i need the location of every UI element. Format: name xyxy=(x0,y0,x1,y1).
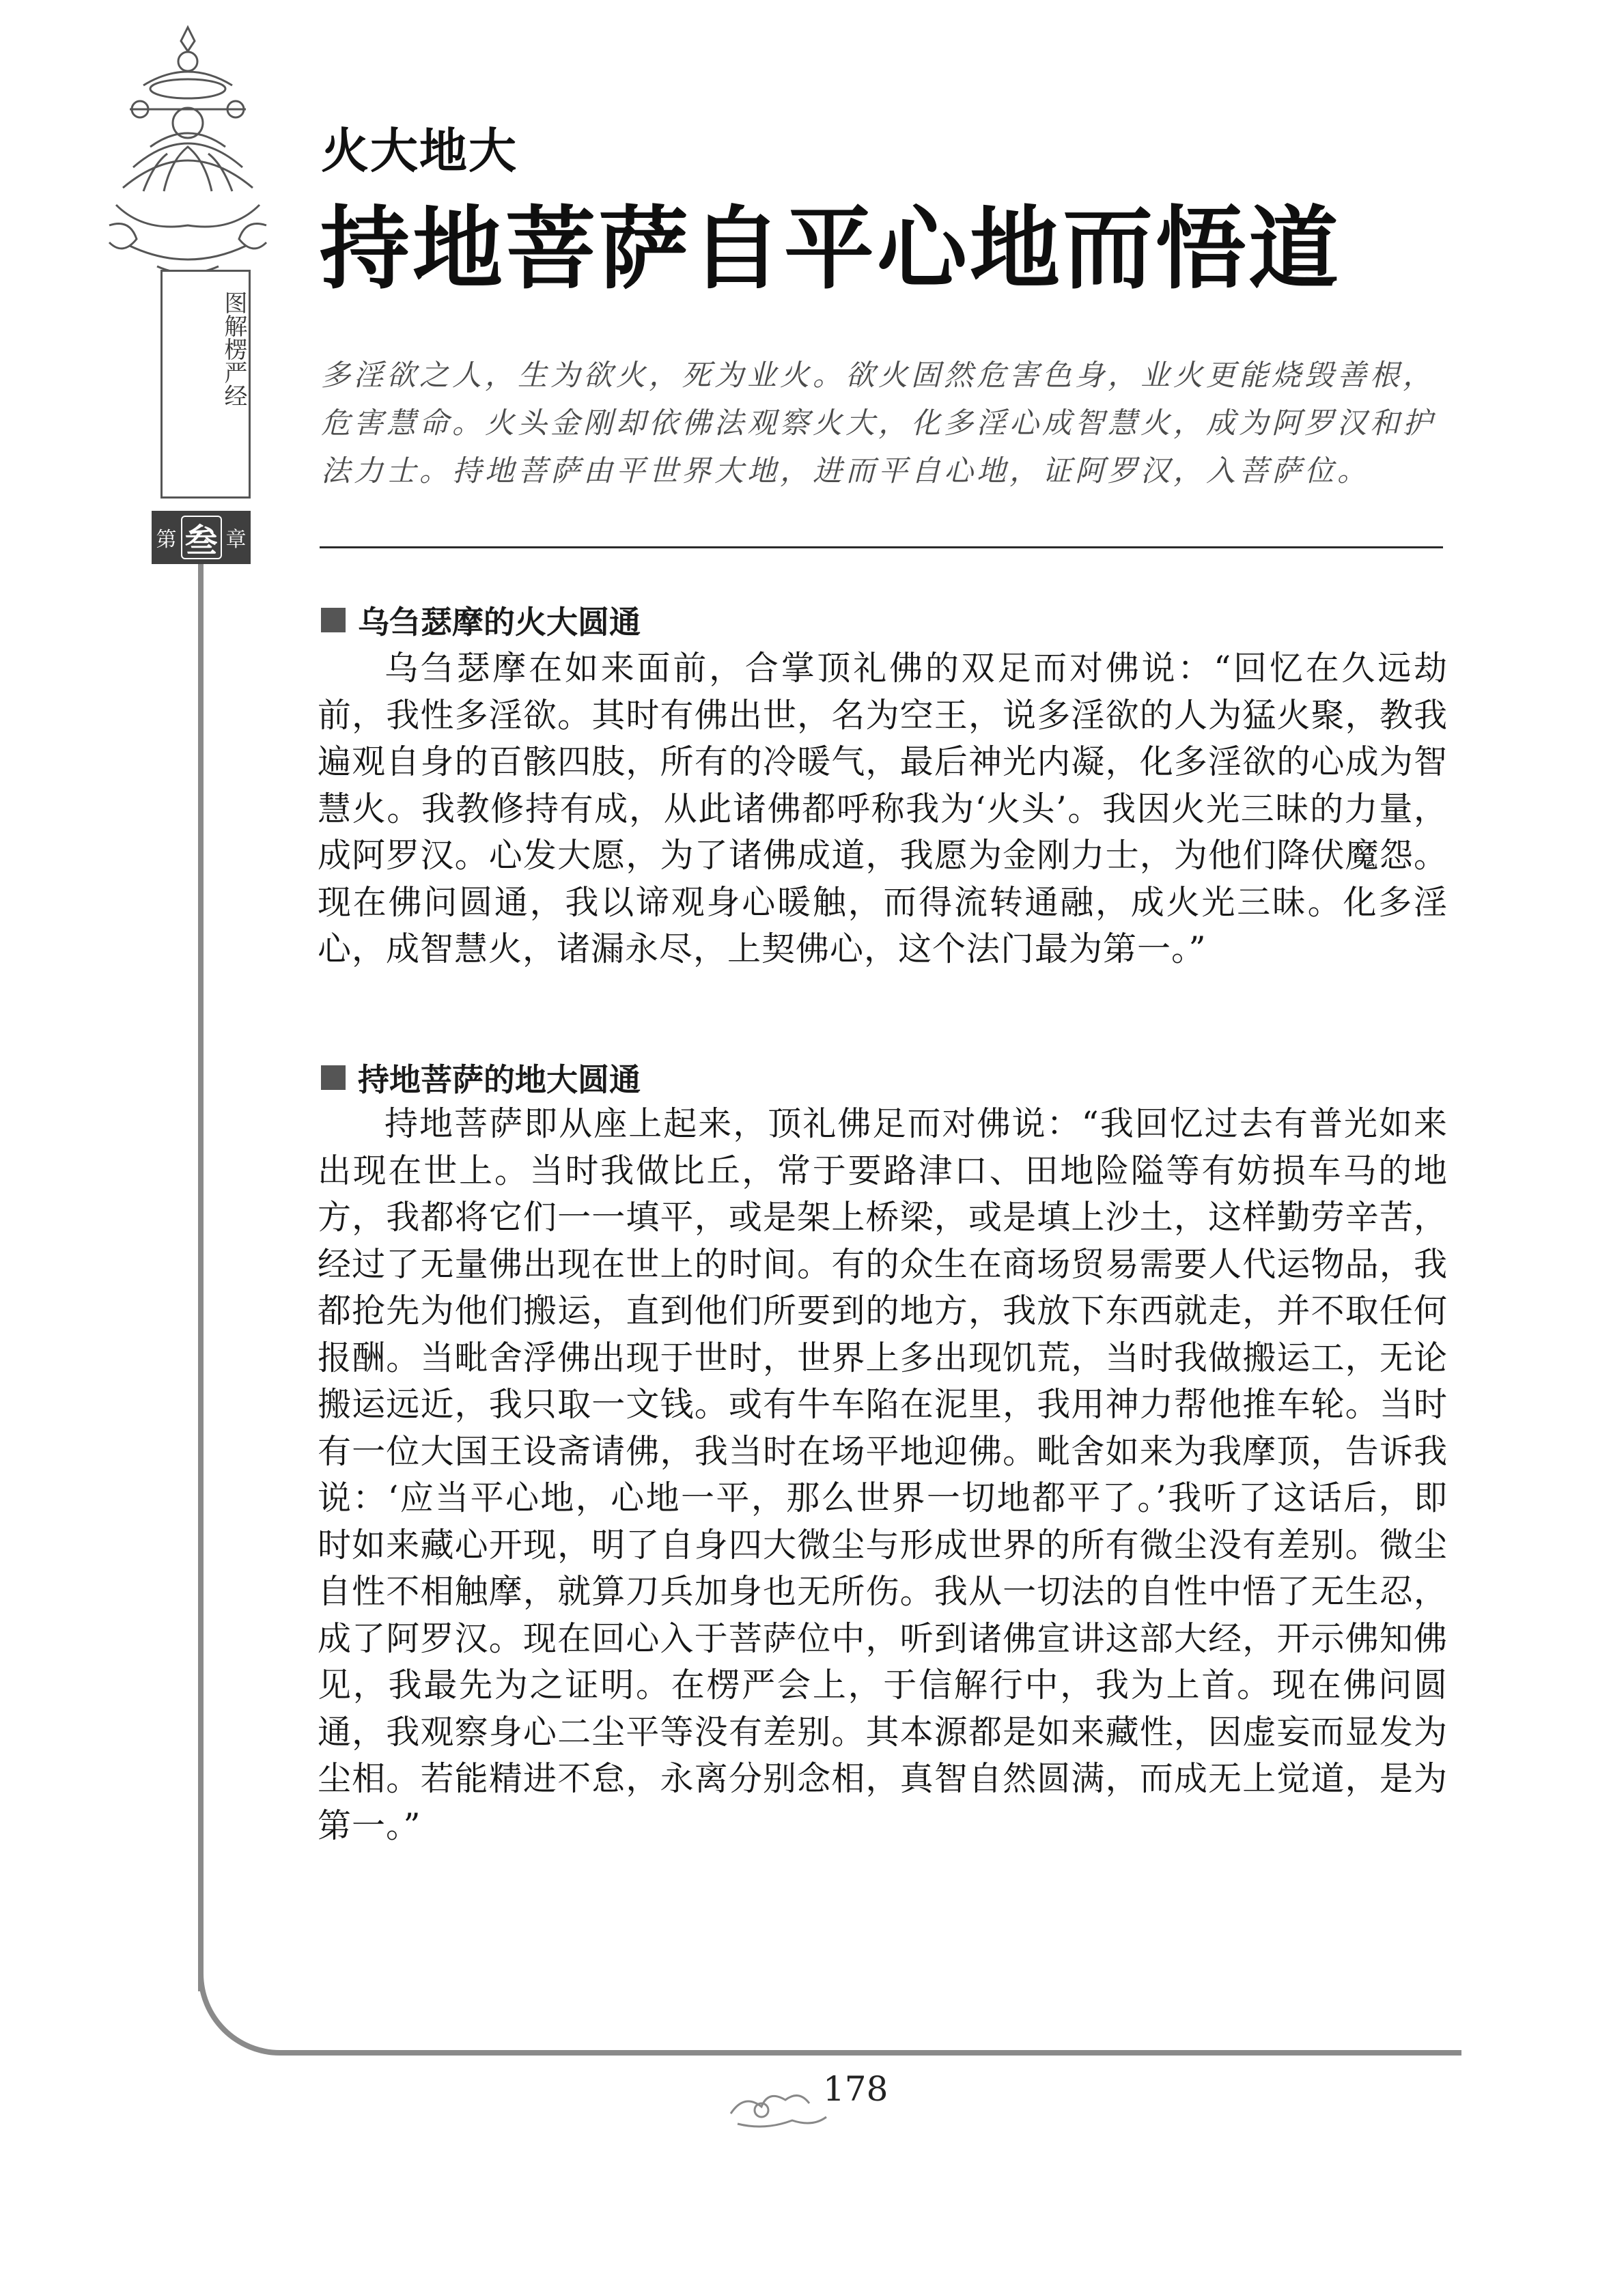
section-heading xyxy=(321,598,641,643)
section-body: 持地菩萨即从座上起来，顶礼佛足而对佛说：“我回忆过去有普光如来出现在世上。当时我做比丘，常于要路津口、田地险隘等有妨损车马的地方，我都将它们一一填平，或是架上桥梁，或是填上沙土，这样勤劳辛苦，经过了无量佛出现在世上的时间。有的众生在商场贸易需要人代运物品，我都抢先为他们搬运，直到他们所要到的地方，我放下东西就走，并不取任何报酬。当毗舍浮佛出现于世时，世界上多出现饥荒，当时我做搬运工，无论搬运远近，我只取一文钱。或有牛车陷在泥里，我用神力帮他推车轮。当时有一位大国王设斋请佛，我当时在场平地迎佛。毗舍如来为我摩顶，告诉我说：‘应当平心地，心地一平，那么世界一切地都平了。’我听了这话后，即时如来藏心开现，明了自身四大微尘与形成世界的所有微尘没有差别。微尘自性不相触摩，就算刀兵加身也无所伤。我从一切法的自性中悟了无生忍，成了阿罗汉。现在回心入于菩萨位中，听到诸佛宣讲这部大经，开示佛知佛见，我最先为之证明。在楞严会上，于信解行中，我为上首。现在佛问圆通，我观察身心二尘平等没有差别。其本源都是如来藏性，因虚妄而显发为尘相。若能精进不怠，永离分别念相，真智自然圆满，而成无上觉道，是为第一。” xyxy=(318,1104,1448,1845)
page-title: 持地菩萨自平心地而悟道 xyxy=(320,196,1341,302)
square-bullet-icon xyxy=(321,608,346,632)
book-title: 图解楞严经 xyxy=(220,291,247,407)
square-bullet-icon xyxy=(321,1065,346,1090)
section-heading-text: 乌刍瑟摩的火大圆通 xyxy=(358,604,641,641)
chapter-prefix: 第 xyxy=(156,528,177,552)
section-subtitle: 火大地大 xyxy=(321,123,518,179)
page-number: 178 xyxy=(823,2069,888,2109)
intro-paragraph: 多淫欲之人，生为欲火，死为业火。欲火固然危害色身，业火更能烧毁善根，危害慧命。火头金刚却依佛法观察火大，化多淫心成智慧火，成为阿罗汉和护法力士。持地菩萨由平世界大地，进而平自心地，证阿罗汉，入菩萨位。 xyxy=(321,359,1436,488)
section-body: 乌刍瑟摩在如来面前，合掌顶礼佛的双足而对佛说：“回忆在久远劫前，我性多淫欲。其时有佛出世，名为空王，说多淫欲的人为猛火聚，教我遍观自身的百骸四肢，所有的冷暖气，最后神光内凝，化多淫欲的心成为智慧火。我教修持有成，从此诸佛都呼称我为‘火头’。我因火光三昧的力量，成阿罗汉。心发大愿，为了诸佛成道，我愿为金刚力士，为他们降伏魔怨。现在佛问圆通，我以谛观身心暖触，而得流转通融，成火光三昧。化多淫心，成智慧火，诸漏永尽，上契佛心，这个法门最为第一。” xyxy=(318,649,1448,968)
chapter-badge xyxy=(152,511,251,564)
chapter-suffix: 章 xyxy=(225,528,247,552)
section-heading xyxy=(321,1055,641,1100)
bottom-frame-curve xyxy=(198,1953,1461,2056)
chapter-number: 叁 xyxy=(181,516,222,559)
margin-rule xyxy=(198,564,204,1991)
intro-divider xyxy=(320,546,1443,548)
book-title-tab xyxy=(160,270,251,499)
lotus-vajra-ornament-icon xyxy=(102,20,273,294)
section-heading-text: 持地菩萨的地大圆通 xyxy=(358,1061,641,1098)
